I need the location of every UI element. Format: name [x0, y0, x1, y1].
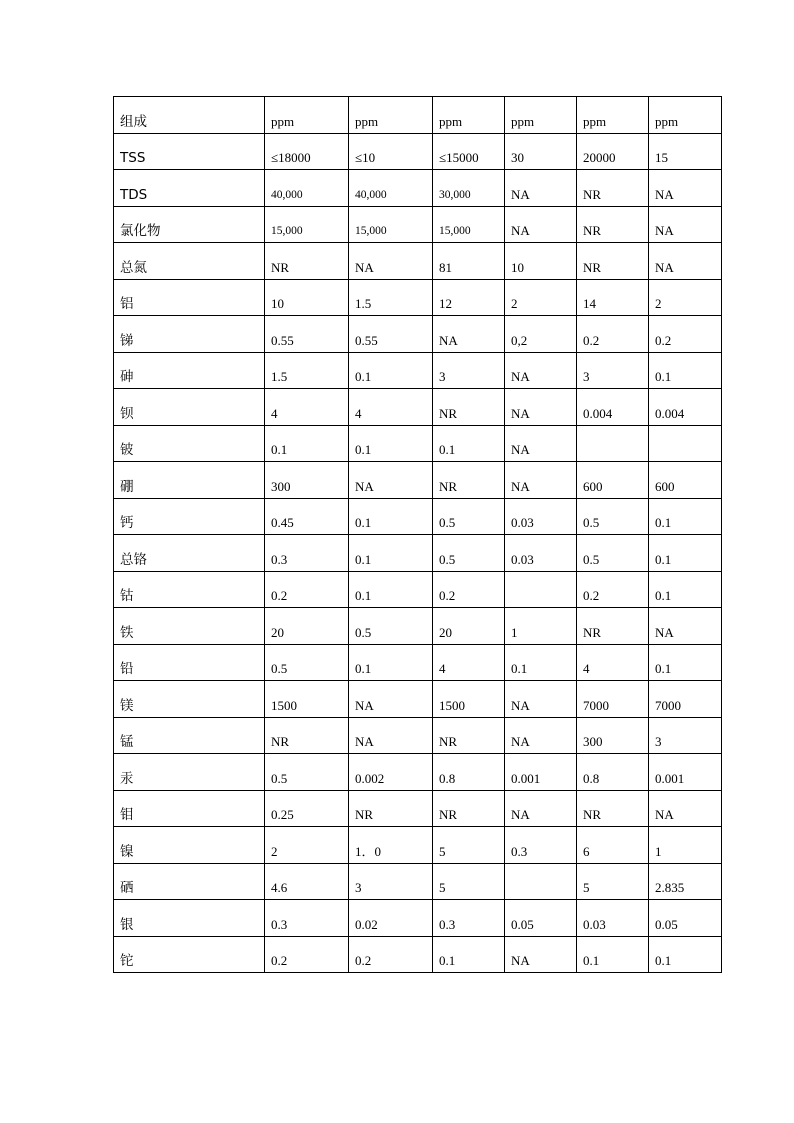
value-cell: 15	[649, 133, 722, 170]
value-cell: 10	[265, 279, 349, 316]
value-cell: NR	[577, 170, 649, 207]
value-cell: 0.3	[505, 827, 577, 864]
value-cell: 0.1	[349, 644, 433, 681]
value-cell: 30	[505, 133, 577, 170]
table-row	[114, 936, 722, 973]
value-cell: 30,000	[433, 170, 505, 207]
table-row	[114, 717, 722, 754]
row-label-cell: 汞	[114, 754, 265, 791]
value-cell: 0.05	[505, 900, 577, 937]
value-cell	[649, 425, 722, 462]
value-cell: 0.2	[577, 316, 649, 353]
value-cell: 7000	[577, 681, 649, 718]
table-row	[114, 498, 722, 535]
table-row	[114, 608, 722, 645]
value-cell: NA	[505, 790, 577, 827]
value-cell: 0.001	[505, 754, 577, 791]
value-cell: 0.1	[577, 936, 649, 973]
value-cell: 0.1	[265, 425, 349, 462]
value-cell: 0.3	[265, 900, 349, 937]
value-cell: 20000	[577, 133, 649, 170]
row-label-cell: 铊	[114, 936, 265, 973]
value-cell: NR	[265, 717, 349, 754]
table-row	[114, 754, 722, 791]
value-cell: NA	[649, 608, 722, 645]
value-cell: 4.6	[265, 863, 349, 900]
value-cell: 6	[577, 827, 649, 864]
value-cell: 0.5	[349, 608, 433, 645]
row-label-cell: TSS	[114, 133, 265, 170]
value-cell: NA	[649, 170, 722, 207]
value-cell: 1	[505, 608, 577, 645]
row-label-cell: 钡	[114, 389, 265, 426]
value-cell: 0.1	[505, 644, 577, 681]
value-cell: 0.1	[433, 425, 505, 462]
value-cell: NA	[349, 462, 433, 499]
value-cell: 0.004	[577, 389, 649, 426]
table-row	[114, 352, 722, 389]
value-cell: 1	[649, 827, 722, 864]
table-row	[114, 316, 722, 353]
value-cell: 3	[577, 352, 649, 389]
value-cell: 4	[433, 644, 505, 681]
table-row	[114, 644, 722, 681]
table-row	[114, 681, 722, 718]
row-label-cell: 硼	[114, 462, 265, 499]
value-cell: NA	[505, 206, 577, 243]
value-cell: 0.1	[349, 352, 433, 389]
row-label-cell: 钼	[114, 790, 265, 827]
value-cell: 0.3	[433, 900, 505, 937]
row-label-cell: 总氮	[114, 243, 265, 280]
value-cell: ≤18000	[265, 133, 349, 170]
value-cell: NA	[505, 936, 577, 973]
value-cell: 0.5	[265, 644, 349, 681]
table-row	[114, 389, 722, 426]
row-label-cell: 铍	[114, 425, 265, 462]
value-cell: 1500	[433, 681, 505, 718]
row-label-cell: 钴	[114, 571, 265, 608]
value-cell: 2	[649, 279, 722, 316]
value-cell	[505, 571, 577, 608]
value-cell: 4	[577, 644, 649, 681]
value-cell: 0.45	[265, 498, 349, 535]
value-cell: 0.5	[433, 535, 505, 572]
row-label-cell: 锑	[114, 316, 265, 353]
value-cell: 4	[349, 389, 433, 426]
value-cell: 0.1	[649, 352, 722, 389]
value-cell: 0.5	[577, 535, 649, 572]
value-cell: 4	[265, 389, 349, 426]
value-cell: 0.1	[349, 498, 433, 535]
value-cell: 0.2	[433, 571, 505, 608]
value-cell: NA	[505, 352, 577, 389]
value-cell: NA	[349, 681, 433, 718]
table-row	[114, 279, 722, 316]
table-row	[114, 535, 722, 572]
row-label-cell: 铅	[114, 644, 265, 681]
table-row	[114, 170, 722, 207]
table-header-row	[114, 97, 722, 134]
value-cell: 0.002	[349, 754, 433, 791]
value-cell: NA	[349, 717, 433, 754]
table-body	[114, 97, 722, 973]
value-cell: 0.1	[433, 936, 505, 973]
value-cell: 0.02	[349, 900, 433, 937]
value-cell: 0.1	[649, 936, 722, 973]
value-cell: 2.835	[649, 863, 722, 900]
value-cell: NR	[265, 243, 349, 280]
row-label-cell: 氯化物	[114, 206, 265, 243]
row-label-cell: TDS	[114, 170, 265, 207]
value-cell: NA	[505, 717, 577, 754]
value-cell: 0.2	[265, 571, 349, 608]
value-cell: NR	[577, 790, 649, 827]
value-cell: NR	[577, 243, 649, 280]
header-cell-unit: ppm	[649, 97, 722, 134]
table-row	[114, 863, 722, 900]
value-cell: 0.55	[265, 316, 349, 353]
value-cell: 3	[433, 352, 505, 389]
row-label-cell: 钙	[114, 498, 265, 535]
value-cell: 1500	[265, 681, 349, 718]
value-cell: 0.2	[349, 936, 433, 973]
value-cell: 0.05	[649, 900, 722, 937]
row-label-cell: 砷	[114, 352, 265, 389]
composition-table	[113, 96, 722, 973]
value-cell: 5	[577, 863, 649, 900]
value-cell: NR	[577, 608, 649, 645]
value-cell: 0.1	[349, 571, 433, 608]
value-cell: 0.8	[577, 754, 649, 791]
value-cell: 0.25	[265, 790, 349, 827]
value-cell: 10	[505, 243, 577, 280]
value-cell: 0.03	[505, 498, 577, 535]
header-cell-component: 组成	[114, 97, 265, 134]
value-cell: 12	[433, 279, 505, 316]
value-cell: 0.1	[649, 535, 722, 572]
value-cell: NA	[505, 389, 577, 426]
row-label-cell: 总铬	[114, 535, 265, 572]
value-cell: 0.1	[649, 644, 722, 681]
value-cell: NA	[649, 243, 722, 280]
value-cell: NA	[433, 316, 505, 353]
table-row	[114, 243, 722, 280]
value-cell	[577, 425, 649, 462]
header-cell-unit: ppm	[265, 97, 349, 134]
value-cell: 3	[649, 717, 722, 754]
value-cell: NA	[505, 170, 577, 207]
value-cell: 40,000	[265, 170, 349, 207]
value-cell: NA	[349, 243, 433, 280]
value-cell: NR	[349, 790, 433, 827]
value-cell: 0.2	[577, 571, 649, 608]
value-cell: NA	[505, 425, 577, 462]
value-cell: 81	[433, 243, 505, 280]
header-cell-unit: ppm	[433, 97, 505, 134]
value-cell: 0.1	[649, 498, 722, 535]
value-cell: 0.004	[649, 389, 722, 426]
value-cell: 7000	[649, 681, 722, 718]
value-cell: 0,2	[505, 316, 577, 353]
value-cell: 5	[433, 863, 505, 900]
value-cell: 300	[265, 462, 349, 499]
value-cell: ≤15000	[433, 133, 505, 170]
value-cell: 0.03	[577, 900, 649, 937]
value-cell: 40,000	[349, 170, 433, 207]
value-cell: 1．0	[349, 827, 433, 864]
value-cell: 600	[577, 462, 649, 499]
row-label-cell: 镍	[114, 827, 265, 864]
table-row	[114, 900, 722, 937]
value-cell: 0.5	[433, 498, 505, 535]
value-cell: NA	[505, 681, 577, 718]
value-cell: 0.1	[349, 425, 433, 462]
row-label-cell: 铁	[114, 608, 265, 645]
value-cell: 0.5	[577, 498, 649, 535]
value-cell	[505, 863, 577, 900]
value-cell: 0.2	[265, 936, 349, 973]
table-row	[114, 827, 722, 864]
row-label-cell: 铝	[114, 279, 265, 316]
value-cell: 3	[349, 863, 433, 900]
row-label-cell: 硒	[114, 863, 265, 900]
value-cell: 600	[649, 462, 722, 499]
value-cell: 0.55	[349, 316, 433, 353]
row-label-cell: 锰	[114, 717, 265, 754]
header-cell-unit: ppm	[577, 97, 649, 134]
value-cell: ≤10	[349, 133, 433, 170]
value-cell: 0.2	[649, 316, 722, 353]
value-cell: 0.03	[505, 535, 577, 572]
table-row	[114, 133, 722, 170]
value-cell: 15,000	[265, 206, 349, 243]
value-cell: NA	[649, 206, 722, 243]
value-cell: 0.8	[433, 754, 505, 791]
value-cell: 2	[505, 279, 577, 316]
value-cell: 20	[433, 608, 505, 645]
row-label-cell: 镁	[114, 681, 265, 718]
value-cell: 20	[265, 608, 349, 645]
value-cell: 0.5	[265, 754, 349, 791]
value-cell: NR	[577, 206, 649, 243]
value-cell: NR	[433, 462, 505, 499]
value-cell: 0.3	[265, 535, 349, 572]
table-row	[114, 462, 722, 499]
table-row	[114, 206, 722, 243]
value-cell: 0.1	[649, 571, 722, 608]
row-label-cell: 银	[114, 900, 265, 937]
value-cell: 0.1	[349, 535, 433, 572]
table-row	[114, 571, 722, 608]
value-cell: 0.001	[649, 754, 722, 791]
value-cell: 1.5	[265, 352, 349, 389]
value-cell: 14	[577, 279, 649, 316]
value-cell: NR	[433, 790, 505, 827]
value-cell: 5	[433, 827, 505, 864]
header-cell-unit: ppm	[349, 97, 433, 134]
value-cell: NR	[433, 717, 505, 754]
table-row	[114, 790, 722, 827]
value-cell: 2	[265, 827, 349, 864]
header-cell-unit: ppm	[505, 97, 577, 134]
value-cell: NA	[649, 790, 722, 827]
value-cell: 1.5	[349, 279, 433, 316]
value-cell: NR	[433, 389, 505, 426]
value-cell: 300	[577, 717, 649, 754]
value-cell: 15,000	[433, 206, 505, 243]
value-cell: 15,000	[349, 206, 433, 243]
table-row	[114, 425, 722, 462]
value-cell: NA	[505, 462, 577, 499]
